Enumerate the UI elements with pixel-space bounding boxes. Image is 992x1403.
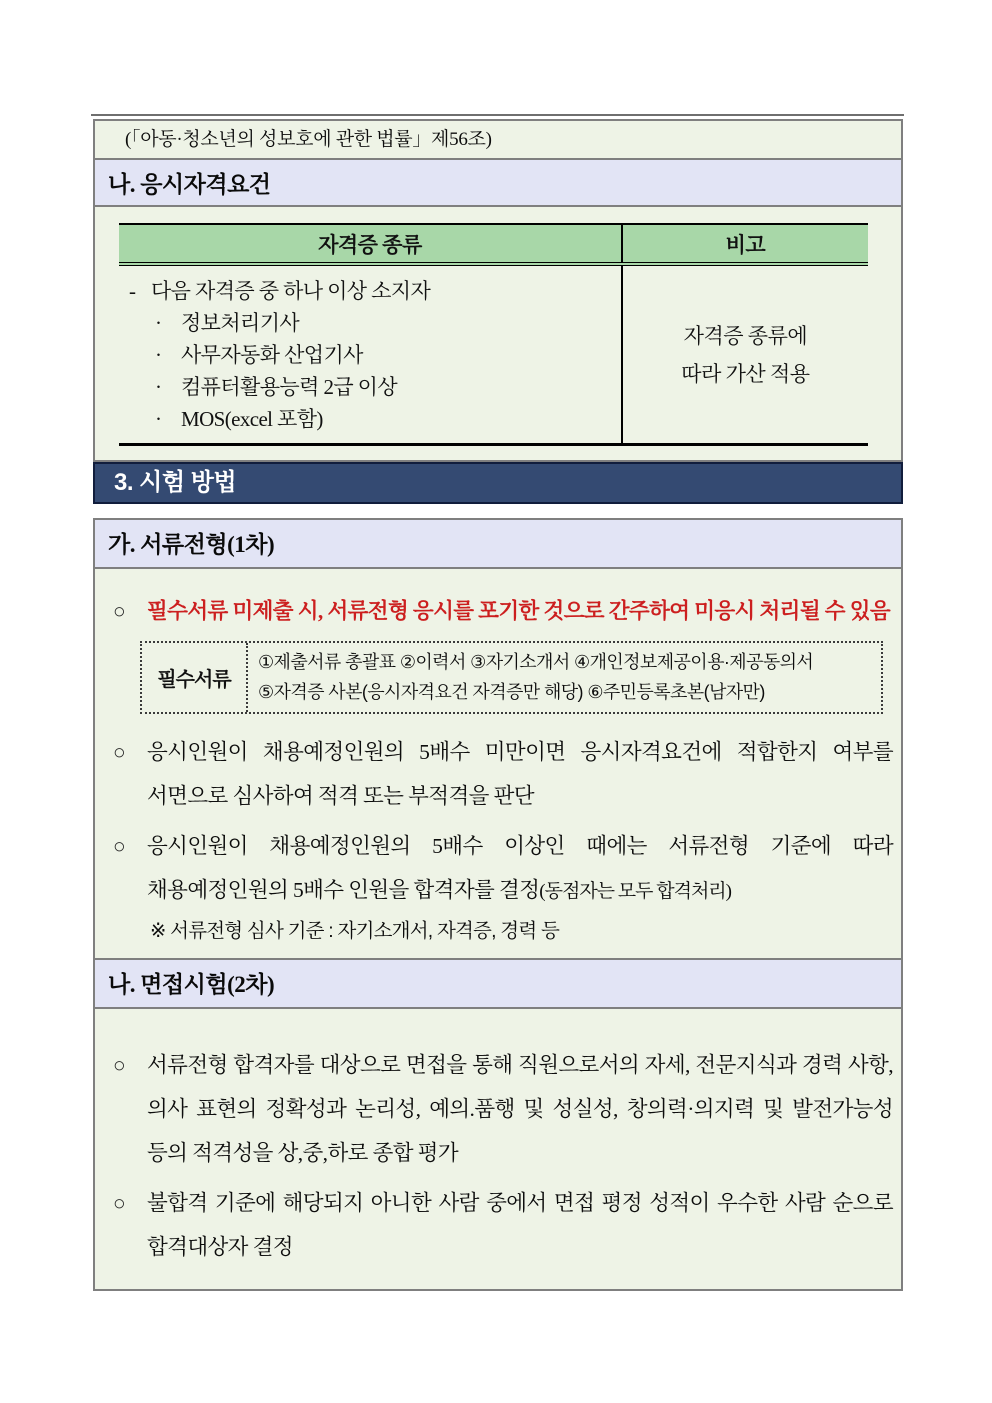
warning-paragraph — [110, 589, 893, 633]
cert-item — [129, 307, 617, 339]
bullet-marker: · — [155, 407, 162, 431]
required-docs-content — [248, 643, 881, 712]
under5-text: 응시인원이 채용예정인원의 5배수 미만이면 응시자격요건에 적합한지 여부를 서면으로 심사하여 적격 또는 부적격을 판단 — [147, 740, 893, 808]
cert-item-label: 사무자동화 산업기사 — [181, 343, 363, 367]
legal-note: (「아동·청소년의 성보호에 관한 법률」제56조) — [95, 121, 901, 158]
paragraph-under5 — [110, 730, 893, 818]
section-banner-method: 3. 시험 방법 — [93, 462, 903, 504]
circle-marker: ○ — [113, 1053, 126, 1077]
circle-marker: ○ — [113, 599, 126, 623]
final-selection-text: 불합격 기준에 해당되지 아니한 사람 중에서 면접 평정 성적이 우수한 사람 순으로 합격대상자 결정 — [147, 1191, 893, 1259]
cert-table-header-type: 자격증 종류 — [318, 233, 422, 257]
screening-note: ※ 서류전형 심사 기준 : 자기소개서, 자격증, 경력 등 — [150, 920, 560, 942]
over5-text-wrap — [147, 824, 893, 914]
cert-item — [129, 339, 617, 371]
cert-item-label: 컴퓨터활용능력 2급 이상 — [181, 375, 398, 399]
section-title-eligibility: 나. 응시자격요건 — [95, 158, 901, 207]
cert-remark-line: 따라 가산 적용 — [681, 361, 810, 386]
warning-text: 필수서류 미제출 시, 서류전형 응시를 포기한 것으로 간주하여 미응시 처리될 수 있음 — [147, 599, 891, 623]
cert-remark-line: 자격증 종류에 — [683, 323, 808, 348]
section-title-document-screening: 가. 서류전형(1차) — [95, 520, 901, 569]
interview-content — [95, 1009, 901, 1289]
paragraph-interview-criteria — [110, 1043, 893, 1175]
cert-table-body-row — [119, 266, 868, 443]
cert-item-label: 정보처리기사 — [181, 311, 300, 335]
circle-marker: ○ — [113, 740, 126, 764]
paragraph-final-selection — [110, 1181, 893, 1269]
cert-item-label: MOS(excel 포함) — [181, 407, 323, 431]
cert-intro-line — [129, 275, 617, 307]
bullet-marker: · — [155, 343, 162, 367]
bullet-marker: · — [155, 311, 162, 335]
interview-criteria-text: 서류전형 합격자를 대상으로 면접을 통해 직원으로서의 자세, 전문지식과 경력 사항, 의사 표현의 정확성과 논리성, 예의.품행 및 성실성, 창의력·의지력 및 발전가능성 등의 적격성을 상,중,하로 종합 평가 — [147, 1053, 893, 1165]
section-title-interview: 나. 면접시험(2차) — [95, 960, 901, 1009]
cert-item — [129, 403, 617, 435]
cert-table-container — [95, 207, 901, 460]
over5-paren-text: (동점자는 모두 합격처리) — [539, 881, 731, 902]
eligibility-panel — [93, 119, 903, 462]
required-docs-label: 필수서류 — [142, 643, 248, 712]
cert-table-header-row — [119, 225, 868, 266]
document-screening-content — [95, 569, 901, 960]
required-docs-line: ①제출서류 총괄표 ②이력서 ③자기소개서 ④개인정보제공이용·제공동의서 — [258, 652, 814, 672]
top-divider — [91, 114, 904, 116]
bullet-marker: · — [155, 375, 162, 399]
paragraph-over5 — [110, 824, 893, 914]
cert-table — [119, 223, 868, 446]
cert-table-type-cell — [119, 266, 621, 443]
required-docs-line: ⑤자격증 사본(응시자격요건 자격증만 해당) ⑥주민등록초본(남자만) — [258, 682, 765, 702]
over5-text: 응시인원이 채용예정인원의 5배수 이상인 때에는 서류전형 기준에 따라 채용예정인원의 5배수 인원을 합격자를 결정 — [147, 834, 893, 902]
circle-marker: ○ — [113, 834, 126, 858]
exam-method-panel — [93, 518, 903, 1291]
cert-table-remark-cell — [621, 266, 868, 443]
cert-item — [129, 371, 617, 403]
cert-intro-text: 다음 자격증 중 하나 이상 소지자 — [151, 279, 431, 303]
circle-marker: ○ — [113, 1191, 126, 1215]
dash-marker: - — [129, 279, 136, 303]
required-docs-box — [140, 641, 883, 714]
cert-table-header-remark: 비고 — [621, 225, 868, 262]
